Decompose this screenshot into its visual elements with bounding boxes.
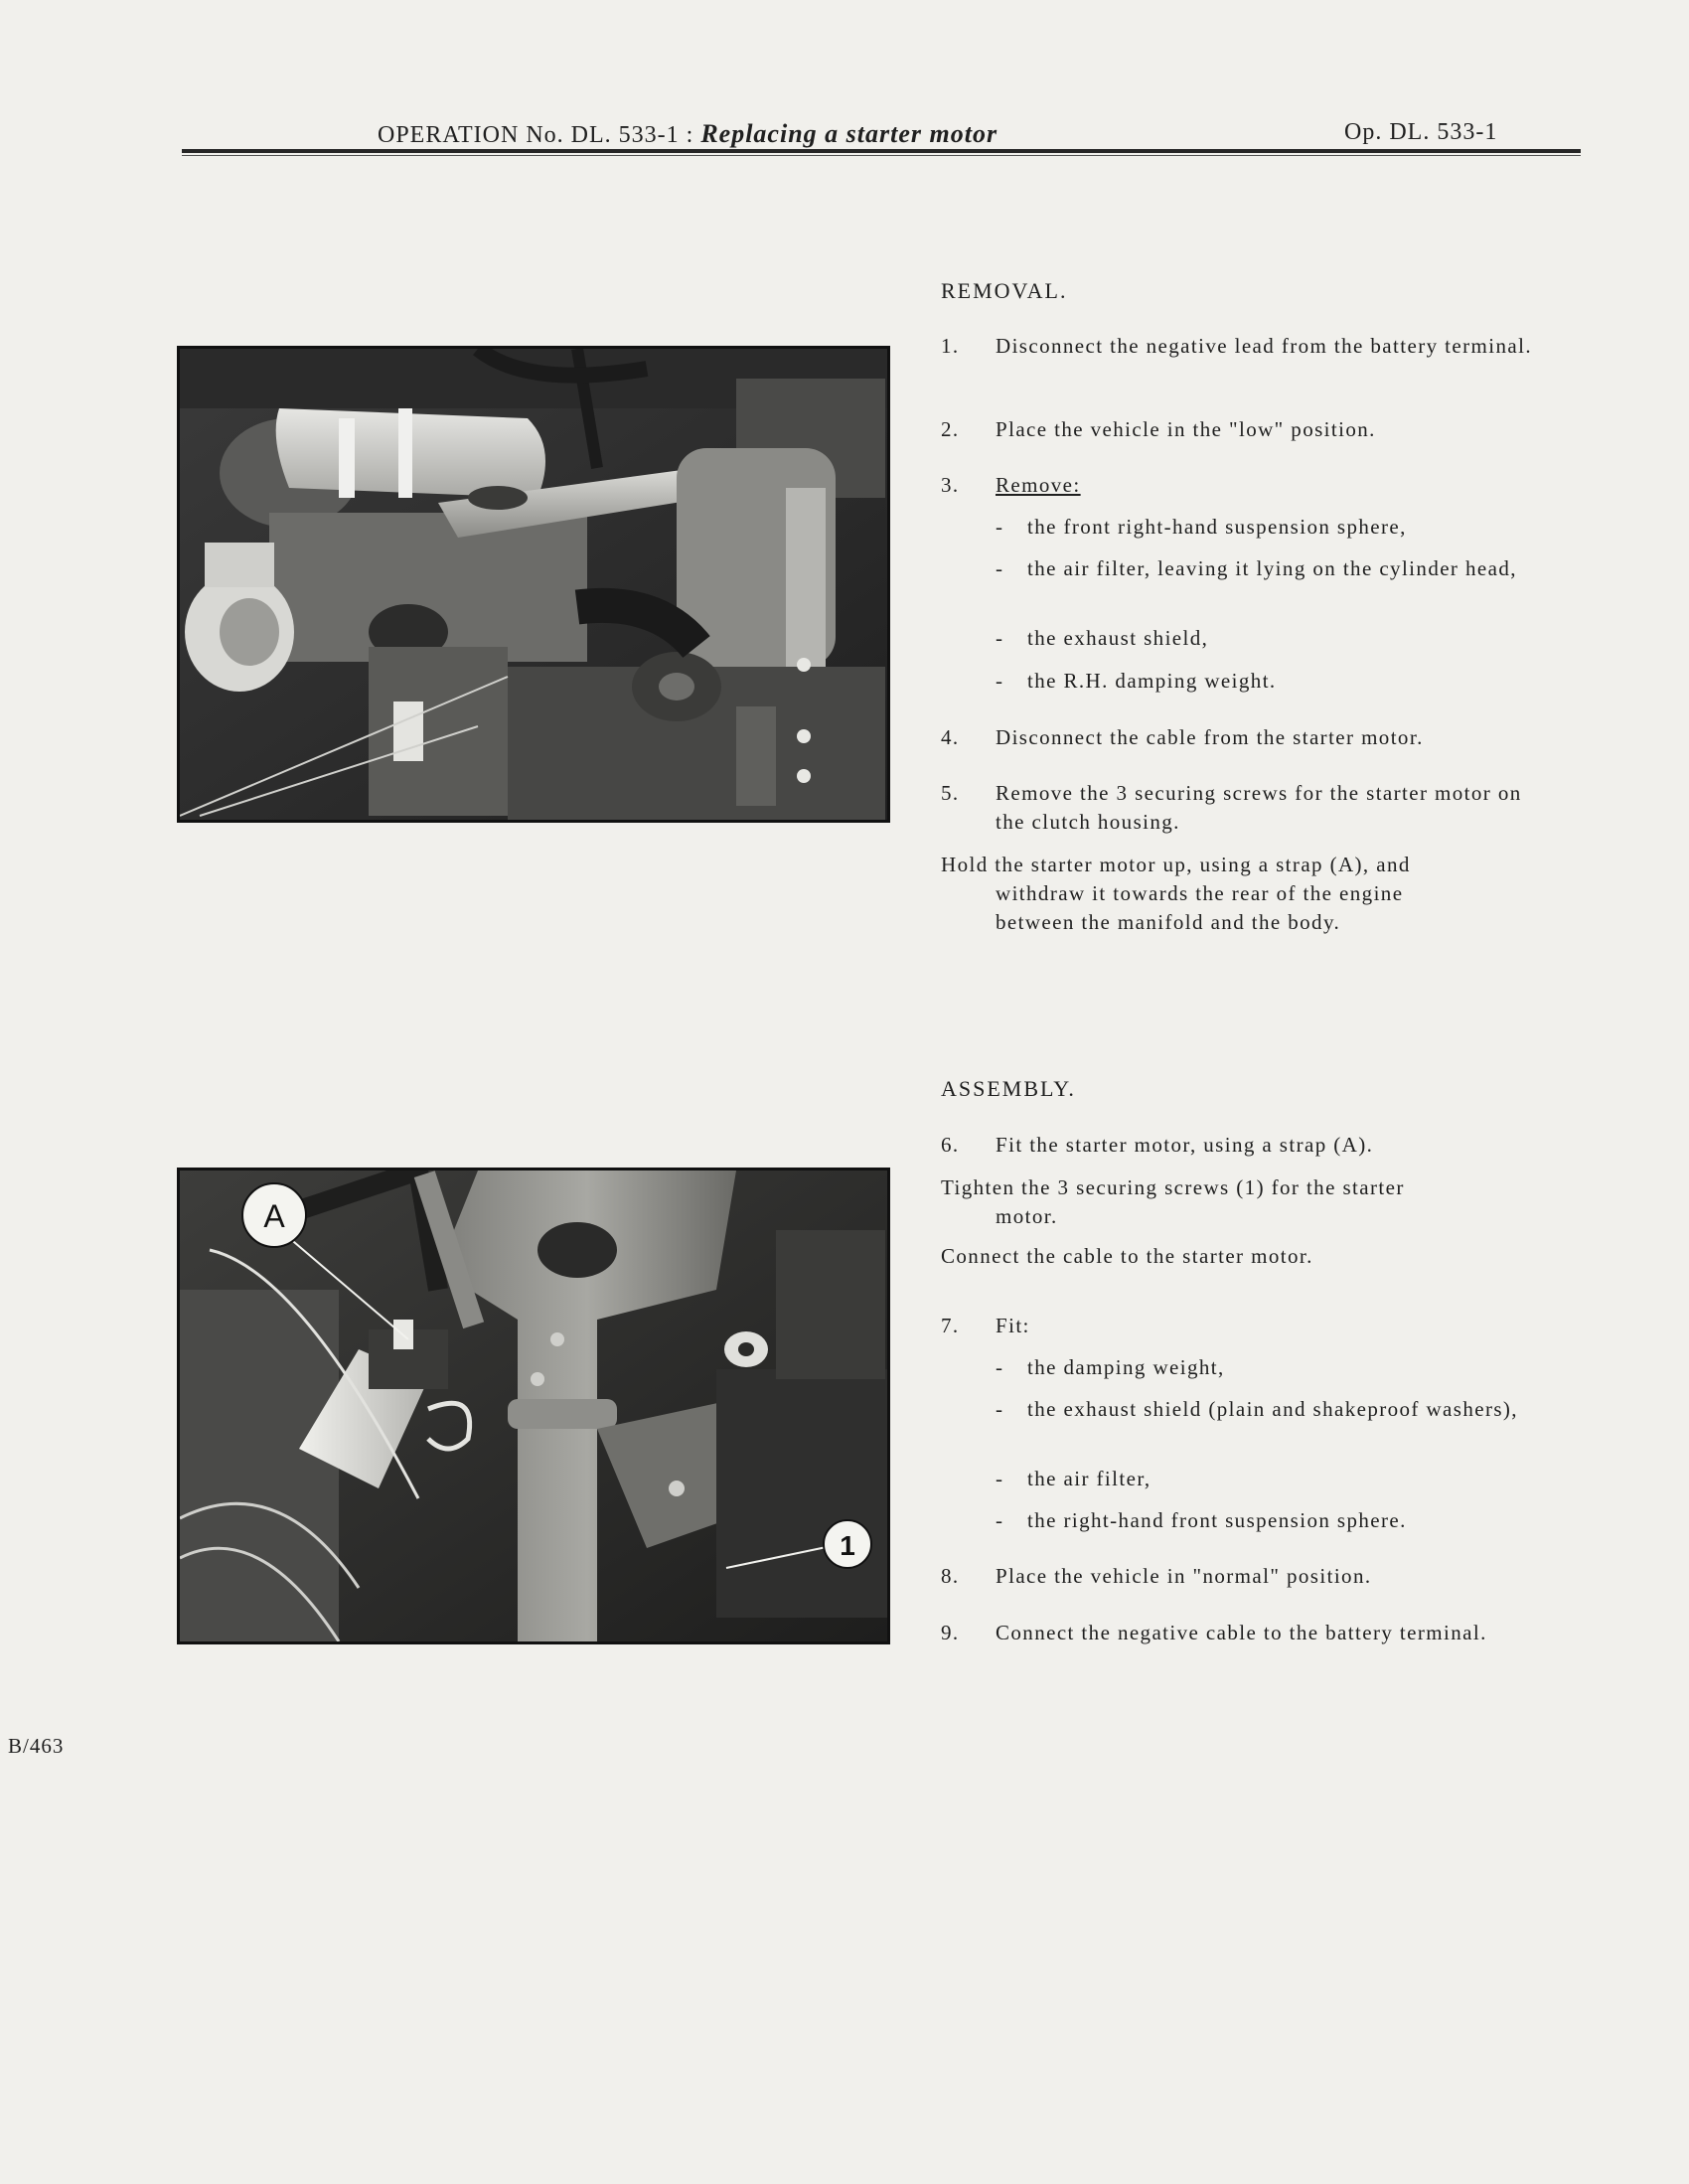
step-number: 4.: [941, 725, 960, 749]
step-text: Fit:: [996, 1314, 1030, 1337]
item-text: the R.H. damping weight.: [1027, 669, 1277, 693]
removal-step-5: [941, 779, 1587, 837]
dash: -: [996, 669, 1004, 693]
engine-photo-assembly-art: [180, 1170, 887, 1641]
header-operation: [378, 119, 998, 149]
callout-1: 1: [840, 1530, 855, 1561]
step-text: Place the vehicle in the "low" position.: [996, 417, 1376, 441]
item-text: the right-hand front suspension sphere.: [1027, 1508, 1407, 1532]
step-number: 2.: [941, 417, 960, 441]
callout-a: A: [263, 1198, 285, 1234]
removal-step-2: [941, 415, 1587, 444]
step-number: 1.: [941, 334, 960, 358]
remove-item: [996, 624, 1592, 653]
remove-item: [996, 667, 1592, 696]
removal-heading: REMOVAL.: [941, 278, 1068, 303]
step-text: Connect the negative cable to the battery terminal.: [996, 1621, 1487, 1644]
step-text: Fit the starter motor, using a strap (A).: [996, 1133, 1374, 1157]
fit-item: [996, 1353, 1592, 1382]
page-code: B/463: [8, 1734, 65, 1758]
dash: -: [996, 1467, 1004, 1490]
hold-first-line: Hold the starter motor up, using a strap (A), and: [941, 853, 1411, 876]
item-text: the exhaust shield,: [1027, 626, 1209, 650]
header-rule-thin: [182, 155, 1581, 156]
fit-item: [996, 1465, 1592, 1493]
dash: -: [996, 556, 1004, 580]
tighten-rest: motor.: [996, 1204, 1058, 1228]
dash: -: [996, 1397, 1004, 1421]
removal-step-3: [941, 471, 1587, 500]
assembly-step-9: [941, 1619, 1587, 1647]
fit-item: [996, 1506, 1592, 1535]
hold-rest: withdraw it towards the rear of the engine between the manifold and the body.: [996, 881, 1404, 934]
item-text: the front right-hand suspension sphere,: [1027, 515, 1407, 539]
dash: -: [996, 1508, 1004, 1532]
step-text: Place the vehicle in "normal" position.: [996, 1564, 1372, 1588]
remove-item: [996, 513, 1592, 542]
engine-photo-removal-art: [180, 349, 887, 820]
header-separator: :: [686, 122, 694, 148]
dash: -: [996, 1355, 1004, 1379]
dash: -: [996, 626, 1004, 650]
fit-item: [996, 1395, 1592, 1424]
removal-step-1: [941, 332, 1587, 361]
header-ref: Op. DL. 533-1: [1344, 119, 1498, 145]
hold-paragraph: [941, 851, 1577, 937]
connect-paragraph: Connect the cable to the starter motor.: [941, 1244, 1313, 1268]
header-rule: [182, 149, 1581, 153]
item-text: the damping weight,: [1027, 1355, 1225, 1379]
removal-step-4: [941, 723, 1587, 752]
step-text: Disconnect the cable from the starter motor.: [996, 725, 1424, 749]
step-number: 9.: [941, 1621, 960, 1644]
tighten-first-line: Tighten the 3 securing screws (1) for the starter: [941, 1175, 1405, 1199]
engine-photo-removal: [177, 346, 890, 823]
tighten-paragraph: [941, 1173, 1577, 1231]
step-text: Disconnect the negative lead from the battery terminal.: [996, 334, 1532, 358]
item-text: the air filter,: [1027, 1467, 1152, 1490]
step-number: 8.: [941, 1564, 960, 1588]
step-number: 5.: [941, 781, 960, 805]
operation-number: OPERATION No. DL. 533-1: [378, 122, 680, 148]
dash: -: [996, 515, 1004, 539]
item-text: the air filter, leaving it lying on the cylinder head,: [1027, 556, 1517, 580]
item-text: the exhaust shield (plain and shakeproof washers),: [1027, 1397, 1518, 1421]
step-number: 7.: [941, 1314, 960, 1337]
step-number: 6.: [941, 1133, 960, 1157]
assembly-heading: ASSEMBLY.: [941, 1076, 1076, 1101]
assembly-step-7: [941, 1312, 1587, 1340]
step-text: Remove:: [996, 473, 1081, 497]
remove-item: [996, 554, 1592, 583]
page-title: Replacing a starter motor: [700, 119, 998, 148]
assembly-step-6: [941, 1131, 1587, 1160]
step-number: 3.: [941, 473, 960, 497]
engine-photo-assembly: [177, 1168, 890, 1644]
assembly-step-8: [941, 1562, 1587, 1591]
step-text: Remove the 3 securing screws for the starter motor on the clutch housing.: [996, 781, 1522, 834]
